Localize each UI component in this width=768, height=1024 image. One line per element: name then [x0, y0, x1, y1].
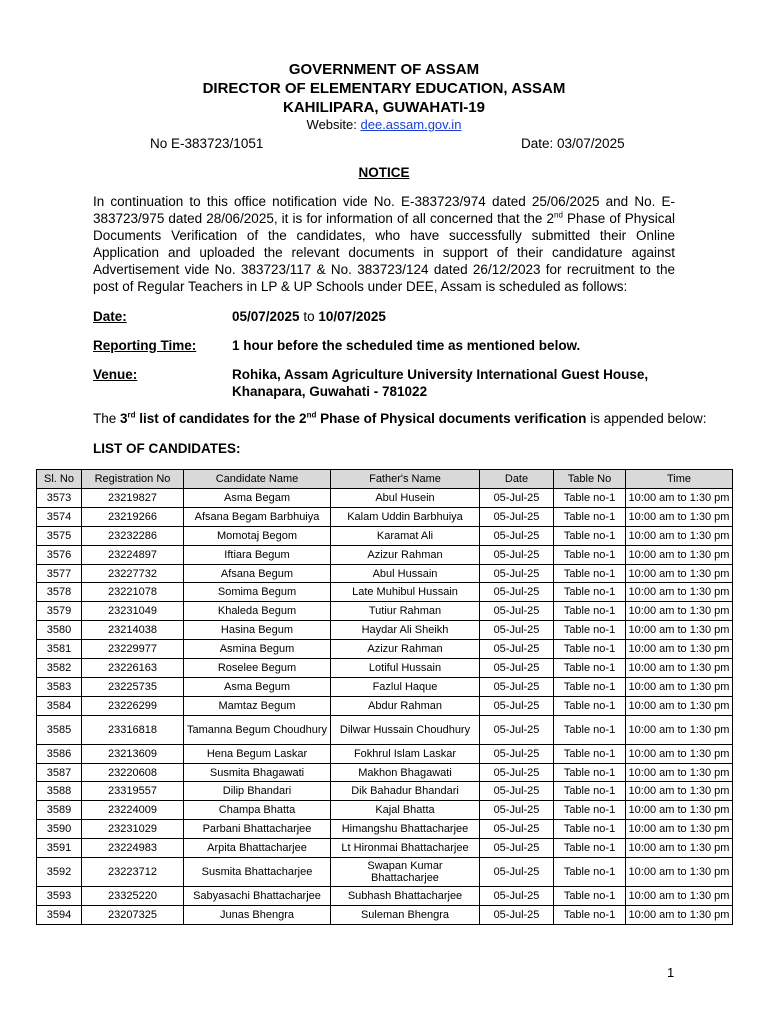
table-cell: 23319557 — [82, 782, 184, 801]
table-row — [37, 640, 733, 659]
table-row — [37, 489, 733, 508]
table-cell: Susmita Bhattacharjee — [184, 858, 331, 887]
table-row — [37, 905, 733, 924]
table-cell: Table no-1 — [554, 489, 626, 508]
table-cell: Table no-1 — [554, 640, 626, 659]
table-cell: 23224897 — [82, 545, 184, 564]
table-row — [37, 507, 733, 526]
table-cell: 05-Jul-25 — [480, 640, 554, 659]
column-header: Table No — [554, 470, 626, 489]
table-cell: 10:00 am to 1:30 pm — [626, 526, 733, 545]
table-body — [37, 489, 733, 925]
list-title: LIST OF CANDIDATES: — [93, 441, 241, 456]
table-cell: Table no-1 — [554, 621, 626, 640]
table-row — [37, 782, 733, 801]
table-cell: Table no-1 — [554, 696, 626, 715]
table-cell: Somima Begum — [184, 583, 331, 602]
table-cell: 3581 — [37, 640, 82, 659]
table-cell: 3578 — [37, 583, 82, 602]
table-cell: Asma Begam — [184, 489, 331, 508]
table-cell: 23219827 — [82, 489, 184, 508]
table-cell: Table no-1 — [554, 677, 626, 696]
table-cell: Table no-1 — [554, 526, 626, 545]
table-cell: 3593 — [37, 887, 82, 906]
table-cell: 05-Jul-25 — [480, 887, 554, 906]
table-cell: 23231029 — [82, 820, 184, 839]
table-cell: 3592 — [37, 858, 82, 887]
table-cell: Table no-1 — [554, 602, 626, 621]
table-cell: 05-Jul-25 — [480, 621, 554, 640]
table-cell: Table no-1 — [554, 763, 626, 782]
table-cell: 10:00 am to 1:30 pm — [626, 696, 733, 715]
table-cell: 10:00 am to 1:30 pm — [626, 621, 733, 640]
table-cell: 23221078 — [82, 583, 184, 602]
table-cell: 05-Jul-25 — [480, 820, 554, 839]
table-cell: 23226163 — [82, 659, 184, 678]
column-header: Father's Name — [331, 470, 480, 489]
table-cell: Table no-1 — [554, 782, 626, 801]
reporting-time-label: Reporting Time: — [93, 338, 197, 353]
column-header: Time — [626, 470, 733, 489]
date-to-word: to — [299, 309, 319, 324]
table-row — [37, 602, 733, 621]
table-cell: Kajal Bhatta — [331, 801, 480, 820]
table-cell: Subhash Bhattacharjee — [331, 887, 480, 906]
table-row — [37, 621, 733, 640]
table-cell: 3579 — [37, 602, 82, 621]
append-sup-1: rd — [127, 410, 136, 420]
table-cell: Afsana Begam Barbhuiya — [184, 507, 331, 526]
table-row — [37, 659, 733, 678]
table-cell: 3589 — [37, 801, 82, 820]
table-cell: Azizur Rahman — [331, 640, 480, 659]
table-cell: 10:00 am to 1:30 pm — [626, 677, 733, 696]
website-link[interactable]: dee.assam.gov.in — [360, 117, 462, 132]
table-cell: 05-Jul-25 — [480, 602, 554, 621]
table-cell: 10:00 am to 1:30 pm — [626, 801, 733, 820]
table-cell: 3573 — [37, 489, 82, 508]
table-cell: 23214038 — [82, 621, 184, 640]
table-cell: 3585 — [37, 715, 82, 744]
table-cell: Asma Begum — [184, 677, 331, 696]
table-cell: 23223712 — [82, 858, 184, 887]
notice-title: NOTICE — [358, 165, 410, 180]
table-cell: 05-Jul-25 — [480, 489, 554, 508]
table-cell: 23226299 — [82, 696, 184, 715]
table-row — [37, 820, 733, 839]
header-line-3: KAHILIPARA, GUWAHATI-19 — [283, 99, 485, 116]
table-cell: Table no-1 — [554, 545, 626, 564]
table-cell: 05-Jul-25 — [480, 839, 554, 858]
table-cell: Mamtaz Begum — [184, 696, 331, 715]
table-row — [37, 858, 733, 887]
table-cell: Dilip Bhandari — [184, 782, 331, 801]
table-row — [37, 696, 733, 715]
date-to: 10/07/2025 — [318, 309, 386, 324]
table-cell: 10:00 am to 1:30 pm — [626, 489, 733, 508]
table-cell: Azizur Rahman — [331, 545, 480, 564]
table-cell: 05-Jul-25 — [480, 677, 554, 696]
table-cell: Table no-1 — [554, 564, 626, 583]
header-line-2: DIRECTOR OF ELEMENTARY EDUCATION, ASSAM — [202, 80, 566, 97]
table-cell: 3576 — [37, 545, 82, 564]
table-cell: 10:00 am to 1:30 pm — [626, 583, 733, 602]
table-cell: 23316818 — [82, 715, 184, 744]
table-cell: 10:00 am to 1:30 pm — [626, 782, 733, 801]
table-cell: 3587 — [37, 763, 82, 782]
venue-label: Venue: — [93, 367, 138, 382]
column-header: Candidate Name — [184, 470, 331, 489]
table-cell: 05-Jul-25 — [480, 858, 554, 887]
paragraph-sup: nd — [554, 210, 563, 220]
table-row — [37, 526, 733, 545]
table-cell: 10:00 am to 1:30 pm — [626, 858, 733, 887]
table-cell: 05-Jul-25 — [480, 763, 554, 782]
table-cell: Kalam Uddin Barbhuiya — [331, 507, 480, 526]
table-cell: 10:00 am to 1:30 pm — [626, 640, 733, 659]
table-row — [37, 583, 733, 602]
table-cell: 23225735 — [82, 677, 184, 696]
letterhead — [0, 60, 768, 133]
venue-value: Rohika, Assam Agriculture University International Guest House, Khanapara, Guwahati - 781022 — [232, 367, 649, 399]
date-from: 05/07/2025 — [232, 309, 300, 324]
column-header: Date — [480, 470, 554, 489]
table-cell: 05-Jul-25 — [480, 659, 554, 678]
table-cell: 05-Jul-25 — [480, 545, 554, 564]
table-cell: Parbani Bhattacharjee — [184, 820, 331, 839]
append-text-4: Phase of Physical documents verification — [316, 411, 587, 426]
table-cell: Dilwar Hussain Choudhury — [331, 715, 480, 744]
table-cell: 23325220 — [82, 887, 184, 906]
table-cell: Suleman Bhengra — [331, 905, 480, 924]
paragraph-text-2: Phase of Physical Documents Verification of the candidates, who have successfully submitted their Online Application and uploaded the relevant documents in support of their candidature against Advertisement vide No. 383723/117 & No. 383723/124 dated 26/12/2023 for recruitment to the post of Regular Teachers in LP & UP Schools under DEE, Assam is scheduled as follows: — [93, 211, 675, 294]
table-cell: Table no-1 — [554, 905, 626, 924]
table-cell: 3575 — [37, 526, 82, 545]
table-cell: Afsana Begum — [184, 564, 331, 583]
table-cell: 05-Jul-25 — [480, 715, 554, 744]
table-cell: Tutiur Rahman — [331, 602, 480, 621]
table-cell: Junas Bhengra — [184, 905, 331, 924]
page-number: 1 — [667, 965, 675, 980]
table-cell: Table no-1 — [554, 744, 626, 763]
table-cell: 3584 — [37, 696, 82, 715]
table-cell: Abul Husein — [331, 489, 480, 508]
table-cell: 10:00 am to 1:30 pm — [626, 763, 733, 782]
table-cell: 3582 — [37, 659, 82, 678]
table-row — [37, 801, 733, 820]
table-cell: Sabyasachi Bhattacharjee — [184, 887, 331, 906]
table-cell: 23227732 — [82, 564, 184, 583]
table-cell: 3594 — [37, 905, 82, 924]
table-cell: 05-Jul-25 — [480, 696, 554, 715]
reporting-time-value: 1 hour before the scheduled time as mentioned below. — [232, 338, 581, 353]
table-cell: Susmita Bhagawati — [184, 763, 331, 782]
candidates-table — [36, 469, 733, 925]
append-text-2: 3 — [120, 411, 128, 426]
table-cell: Hena Begum Laskar — [184, 744, 331, 763]
table-cell: 23219266 — [82, 507, 184, 526]
reference-number: No E-383723/1051 — [150, 136, 264, 151]
website-line — [0, 117, 768, 133]
table-cell: Dik Bahadur Bhandari — [331, 782, 480, 801]
table-cell: Table no-1 — [554, 801, 626, 820]
table-cell: Lotiful Hussain — [331, 659, 480, 678]
table-cell: 05-Jul-25 — [480, 526, 554, 545]
table-cell: 3586 — [37, 744, 82, 763]
table-cell: Makhon Bhagawati — [331, 763, 480, 782]
table-cell: Haydar Ali Sheikh — [331, 621, 480, 640]
table-cell: 3583 — [37, 677, 82, 696]
table-cell: Asmina Begum — [184, 640, 331, 659]
append-text-5: is appended below: — [586, 411, 707, 426]
table-cell: 10:00 am to 1:30 pm — [626, 905, 733, 924]
table-row — [37, 887, 733, 906]
table-cell: 05-Jul-25 — [480, 782, 554, 801]
table-cell: 05-Jul-25 — [480, 564, 554, 583]
table-cell: Swapan Kumar Bhattacharjee — [331, 858, 480, 887]
table-row — [37, 545, 733, 564]
column-header: Sl. No — [37, 470, 82, 489]
table-row — [37, 763, 733, 782]
paragraph-text-1: In continuation to this office notification vide No. E-383723/974 dated 25/06/2025 and No. E-383723/975 dated 28/06/2025, it is for information of all concerned that the 2 — [93, 194, 675, 226]
table-cell: 10:00 am to 1:30 pm — [626, 744, 733, 763]
table-cell: 10:00 am to 1:30 pm — [626, 839, 733, 858]
append-text-3: list of candidates for the 2 — [135, 411, 307, 426]
date-label: Date: — [93, 309, 127, 324]
table-cell: Karamat Ali — [331, 526, 480, 545]
table-cell: Table no-1 — [554, 820, 626, 839]
table-cell: Late Muhibul Hussain — [331, 583, 480, 602]
table-cell: 23232286 — [82, 526, 184, 545]
table-cell: 23207325 — [82, 905, 184, 924]
table-cell: 05-Jul-25 — [480, 905, 554, 924]
append-text-1: The — [93, 411, 121, 426]
website-label: Website: — [306, 117, 361, 132]
table-cell: 10:00 am to 1:30 pm — [626, 887, 733, 906]
table-cell: 10:00 am to 1:30 pm — [626, 545, 733, 564]
table-cell: Table no-1 — [554, 858, 626, 887]
table-cell: 3577 — [37, 564, 82, 583]
table-cell: Table no-1 — [554, 839, 626, 858]
table-cell: Table no-1 — [554, 887, 626, 906]
table-cell: Table no-1 — [554, 507, 626, 526]
table-cell: Tamanna Begum Choudhury — [184, 715, 331, 744]
table-cell: 23213609 — [82, 744, 184, 763]
table-cell: 23231049 — [82, 602, 184, 621]
table-row — [37, 677, 733, 696]
table-cell: Khaleda Begum — [184, 602, 331, 621]
table-cell: 10:00 am to 1:30 pm — [626, 507, 733, 526]
table-cell: 23224009 — [82, 801, 184, 820]
table-cell: Hasina Begum — [184, 621, 331, 640]
table-cell: Table no-1 — [554, 659, 626, 678]
table-row — [37, 744, 733, 763]
table-cell: 23220608 — [82, 763, 184, 782]
table-row — [37, 564, 733, 583]
table-row — [37, 839, 733, 858]
table-cell: 3580 — [37, 621, 82, 640]
table-cell: 3588 — [37, 782, 82, 801]
table-cell: 10:00 am to 1:30 pm — [626, 602, 733, 621]
date-value — [232, 308, 672, 325]
table-cell: Momotaj Begom — [184, 526, 331, 545]
table-cell: 3590 — [37, 820, 82, 839]
table-cell: Fazlul Haque — [331, 677, 480, 696]
table-cell: 3574 — [37, 507, 82, 526]
table-cell: 10:00 am to 1:30 pm — [626, 659, 733, 678]
table-row — [37, 715, 733, 744]
table-cell: Abul Hussain — [331, 564, 480, 583]
table-cell: Fokhrul Islam Laskar — [331, 744, 480, 763]
column-header: Registration No — [82, 470, 184, 489]
header-line-1: GOVERNMENT OF ASSAM — [288, 61, 480, 78]
notice-paragraph — [93, 193, 675, 295]
appended-list-note — [93, 410, 707, 427]
table-cell: Himangshu Bhattacharjee — [331, 820, 480, 839]
table-cell: Lt Hironmai Bhattacharjee — [331, 839, 480, 858]
table-cell: Arpita Bhattacharjee — [184, 839, 331, 858]
table-cell: 05-Jul-25 — [480, 507, 554, 526]
append-sup-2: nd — [306, 410, 317, 420]
table-cell: 10:00 am to 1:30 pm — [626, 715, 733, 744]
table-cell: 3591 — [37, 839, 82, 858]
table-cell: Abdur Rahman — [331, 696, 480, 715]
table-cell: 05-Jul-25 — [480, 583, 554, 602]
table-cell: 10:00 am to 1:30 pm — [626, 820, 733, 839]
table-cell: 23224983 — [82, 839, 184, 858]
table-cell: Iftiara Begum — [184, 545, 331, 564]
table-cell: 05-Jul-25 — [480, 744, 554, 763]
table-cell: 23229977 — [82, 640, 184, 659]
table-header-row — [37, 470, 733, 489]
table-cell: 10:00 am to 1:30 pm — [626, 564, 733, 583]
table-cell: Table no-1 — [554, 715, 626, 744]
table-cell: Champa Bhatta — [184, 801, 331, 820]
table-cell: Table no-1 — [554, 583, 626, 602]
table-cell: Roselee Begum — [184, 659, 331, 678]
table-cell: 05-Jul-25 — [480, 801, 554, 820]
notice-date: Date: 03/07/2025 — [521, 136, 625, 151]
